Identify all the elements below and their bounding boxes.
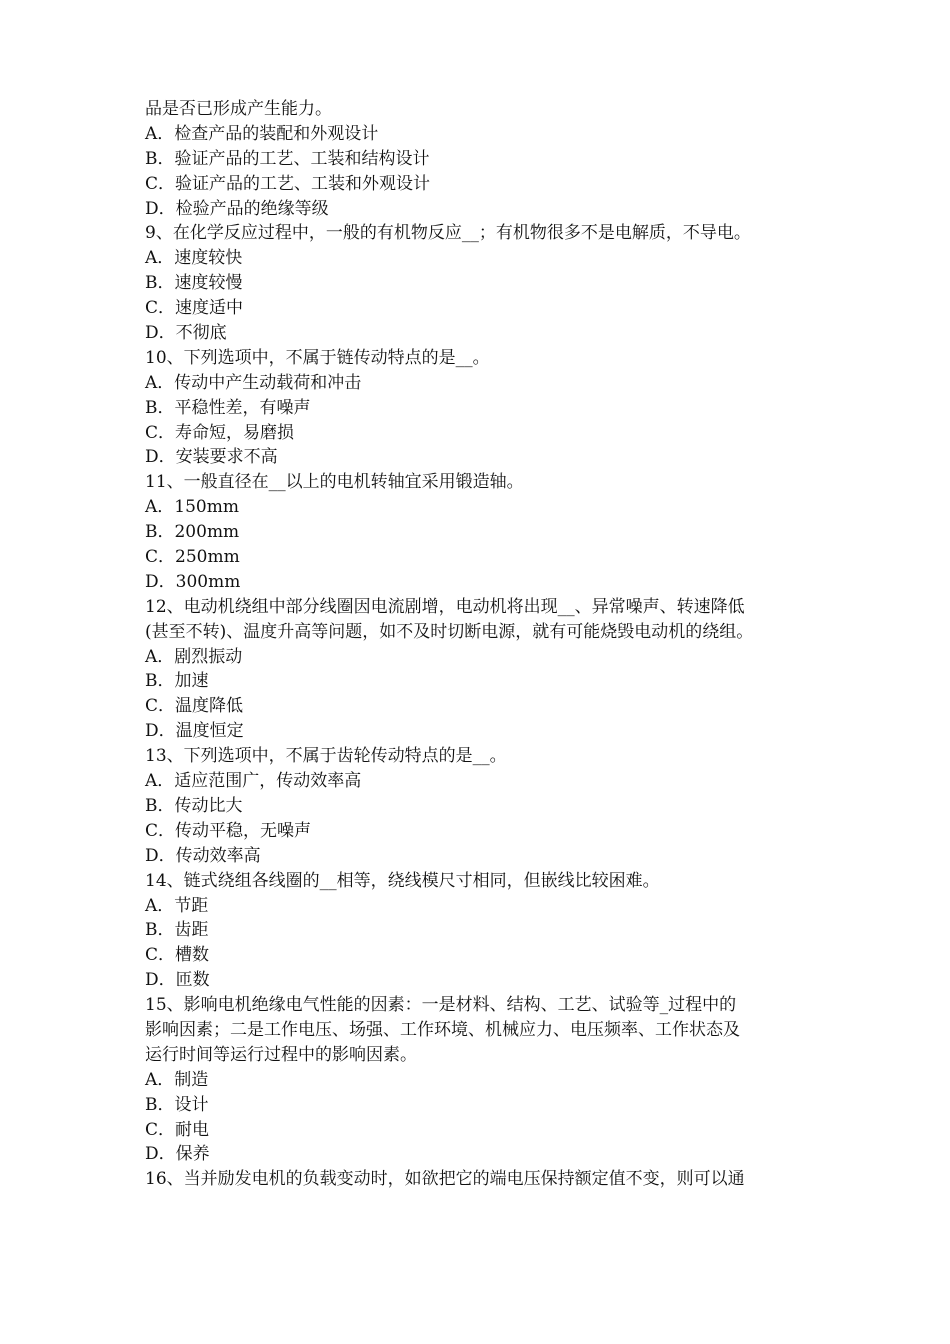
answer-option: C．250mm [145,547,240,568]
question-stem: 16、当并励发电机的负载变动时，如欲把它的端电压保持额定值不变，则可以通 [145,1169,745,1190]
answer-option: B．传动比大 [145,795,243,816]
answer-option: C．寿命短，易磨损 [145,422,295,443]
question-stem: 15、影响电机绝缘电气性能的因素：一是材料、结构、工艺、试验等_过程中的 [145,995,737,1016]
document-body [145,97,825,1192]
text-line: (甚至不转)、温度升高等问题，如不及时切断电源，就有可能烧毁电动机的绕组。 [145,621,754,642]
answer-option: A．剧烈振动 [145,646,243,667]
answer-option: B．200mm [145,522,240,543]
question-stem: 10、下列选项中，不属于链传动特点的是__。 [145,347,490,368]
text-line: 运行时间等运行过程中的影响因素。 [145,1044,417,1065]
answer-option: D．保养 [145,1144,210,1165]
answer-option: D．300mm [145,571,241,592]
answer-option: C．温度降低 [145,696,244,717]
answer-option: A．传动中产生动载荷和冲击 [145,372,362,393]
answer-option: D．传动效率高 [145,845,261,866]
answer-option: D．检验产品的绝缘等级 [145,198,329,219]
answer-option: A．速度较快 [145,248,243,269]
question-stem: 13、下列选项中，不属于齿轮传动特点的是__。 [145,746,507,767]
question-stem: 11、一般直径在__以上的电机转轴宜采用锻造轴。 [145,472,524,493]
text-line: 品是否已形成产生能力。 [145,99,332,119]
answer-option: B．速度较慢 [145,273,243,294]
answer-option: D．安装要求不高 [145,447,278,468]
answer-option: A．制造 [145,1069,209,1090]
answer-option: D．温度恒定 [145,721,244,742]
answer-option: A．适应范围广，传动效率高 [145,771,362,792]
answer-option: C．槽数 [145,945,210,966]
answer-option: D．匝数 [145,970,210,991]
answer-option: A．检查产品的装配和外观设计 [145,123,379,144]
answer-option: A．150mm [145,497,239,518]
answer-option: A．节距 [145,895,209,916]
answer-option: C．速度适中 [145,298,244,319]
question-stem: 12、电动机绕组中部分线圈因电流剧增，电动机将出现__、异常噪声、转速降低 [145,596,745,617]
question-stem: 14、链式绕组各线圈的__相等，绕线模尺寸相同，但嵌线比较困难。 [145,870,660,891]
question-stem: 9、在化学反应过程中，一般的有机物反应__；有机物很多不是电解质，不导电。 [145,223,751,244]
answer-option: B．验证产品的工艺、工装和结构设计 [145,148,430,169]
answer-option: C．耐电 [145,1119,210,1140]
text-line: 影响因素；二是工作电压、场强、工作环境、机械应力、电压频率、工作状态及 [145,1019,740,1040]
answer-option: C．验证产品的工艺、工装和外观设计 [145,173,431,194]
answer-option: B．平稳性差，有噪声 [145,397,311,418]
answer-option: D．不彻底 [145,323,227,344]
answer-option: B．设计 [145,1094,209,1115]
answer-option: B．齿距 [145,920,209,941]
answer-option: B．加速 [145,671,209,692]
answer-option: C．传动平稳，无噪声 [145,820,312,841]
